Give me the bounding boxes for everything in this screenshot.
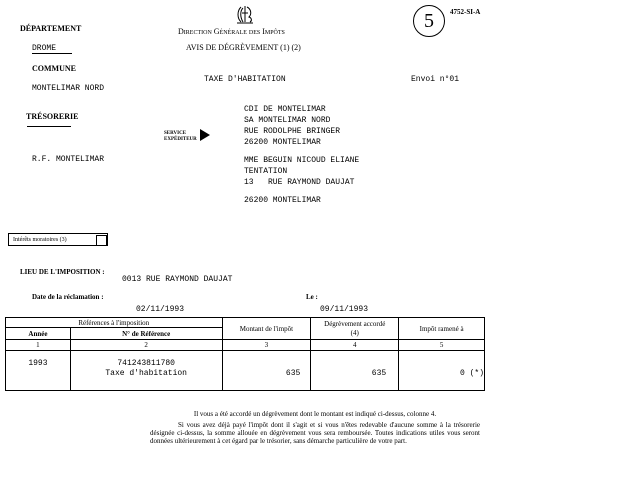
- recipient-line-3: 13 RUE RAYMOND DAUJAT: [244, 178, 355, 187]
- row-annee: 1993: [6, 351, 71, 391]
- lieu-value: 0013 RUE RAYMOND DAUJAT: [122, 275, 233, 284]
- service-line-3: RUE RODOLPHE BRINGER: [244, 127, 341, 136]
- service-line-2: SA MONTELIMAR NORD: [244, 116, 331, 125]
- reclamation-label: Date de la réclamation :: [32, 293, 104, 301]
- tresorerie-label: TRÉSORERIE: [26, 112, 79, 121]
- avis-title: AVIS DE DÉGRÈVEMENT (1) (2): [186, 43, 301, 52]
- rf-label: R.F. MONTELIMAR: [32, 155, 105, 164]
- interets-checkbox[interactable]: [96, 235, 107, 246]
- service-line-4: 26200 MONTELIMAR: [244, 138, 321, 147]
- row-ref-cell: [70, 351, 222, 391]
- col-num-1: 1: [6, 340, 71, 351]
- recipient-line-2: TENTATION: [244, 167, 288, 176]
- row-ref-number: 741243811780: [117, 359, 175, 368]
- interets-box: [8, 233, 108, 246]
- interets-label: Intérêts moratoires (3): [13, 237, 67, 243]
- form-number-circle: 5: [413, 5, 445, 37]
- service-address: [244, 104, 340, 148]
- service-label-line2: EXPÉDITEUR: [164, 137, 197, 142]
- row-ramene: 0 (*): [399, 351, 485, 391]
- service-label: [164, 131, 197, 143]
- lieu-label: LIEU DE L'IMPOSITION :: [20, 268, 105, 276]
- tresorerie-underline: [27, 126, 71, 127]
- col-degrevement: Dégrèvement accordé (4): [311, 318, 399, 340]
- footer-paragraph: Si vous avez déjà payé l'impôt dont il s'agit et si vous n'êtes redevable d'aucune somme à la trésorerie désignée ci-dessus, la somme allouée en dégrèvement vous sera remboursée. Toutes indications utiles vous seront données ultérieurement à cet égard par le trésorier, sans démarche particulière de votre part.: [150, 421, 480, 445]
- row-degrevement: 635: [311, 351, 399, 391]
- reclamation-date: 02/11/1993: [136, 305, 185, 314]
- arrow-right-icon: [200, 129, 210, 141]
- government-emblem-icon: [231, 3, 259, 25]
- commune-value: MONTELIMAR NORD: [32, 84, 105, 93]
- row-montant: 635: [222, 351, 311, 391]
- envoi-number: Envoi n°01: [411, 75, 460, 84]
- col-num-5: 5: [399, 340, 485, 351]
- table-row: [6, 351, 485, 391]
- col-num-3: 3: [222, 340, 311, 351]
- refs-header: Références à l'imposition: [6, 318, 223, 328]
- service-line-1: CDI DE MONTELIMAR: [244, 105, 326, 114]
- le-label: Le :: [306, 293, 318, 301]
- direction-label: Direction Générale des Impôts: [178, 27, 285, 36]
- le-date: 09/11/1993: [320, 305, 369, 314]
- col-num-2: 2: [70, 340, 222, 351]
- footer-line1: Il vous a été accordé un dégrèvement dont le montant est indiqué ci-dessus, colonne 4.: [193, 410, 437, 418]
- recipient-line-1: MME BEGUIN NICOUD ELIANE: [244, 156, 360, 165]
- col-montant: Montant de l'impôt: [222, 318, 311, 340]
- col-num-4: 4: [311, 340, 399, 351]
- tax-title: TAXE D'HABITATION: [204, 75, 286, 84]
- references-table: [5, 317, 485, 391]
- service-label-line1: SERVICE: [164, 131, 187, 136]
- commune-label: COMMUNE: [32, 64, 76, 73]
- col-ramene: Impôt ramené à: [399, 318, 485, 340]
- col-ref: N° de Référence: [70, 328, 222, 340]
- departement-label: DÉPARTEMENT: [20, 24, 82, 33]
- departement-value: DROME: [32, 44, 72, 54]
- col-annee: Année: [6, 328, 71, 340]
- form-code: 4752-SI-A: [450, 8, 481, 16]
- recipient-address: [244, 155, 359, 188]
- row-ref-label: Taxe d'habitation: [105, 369, 187, 378]
- recipient-city: 26200 MONTELIMAR: [244, 196, 321, 205]
